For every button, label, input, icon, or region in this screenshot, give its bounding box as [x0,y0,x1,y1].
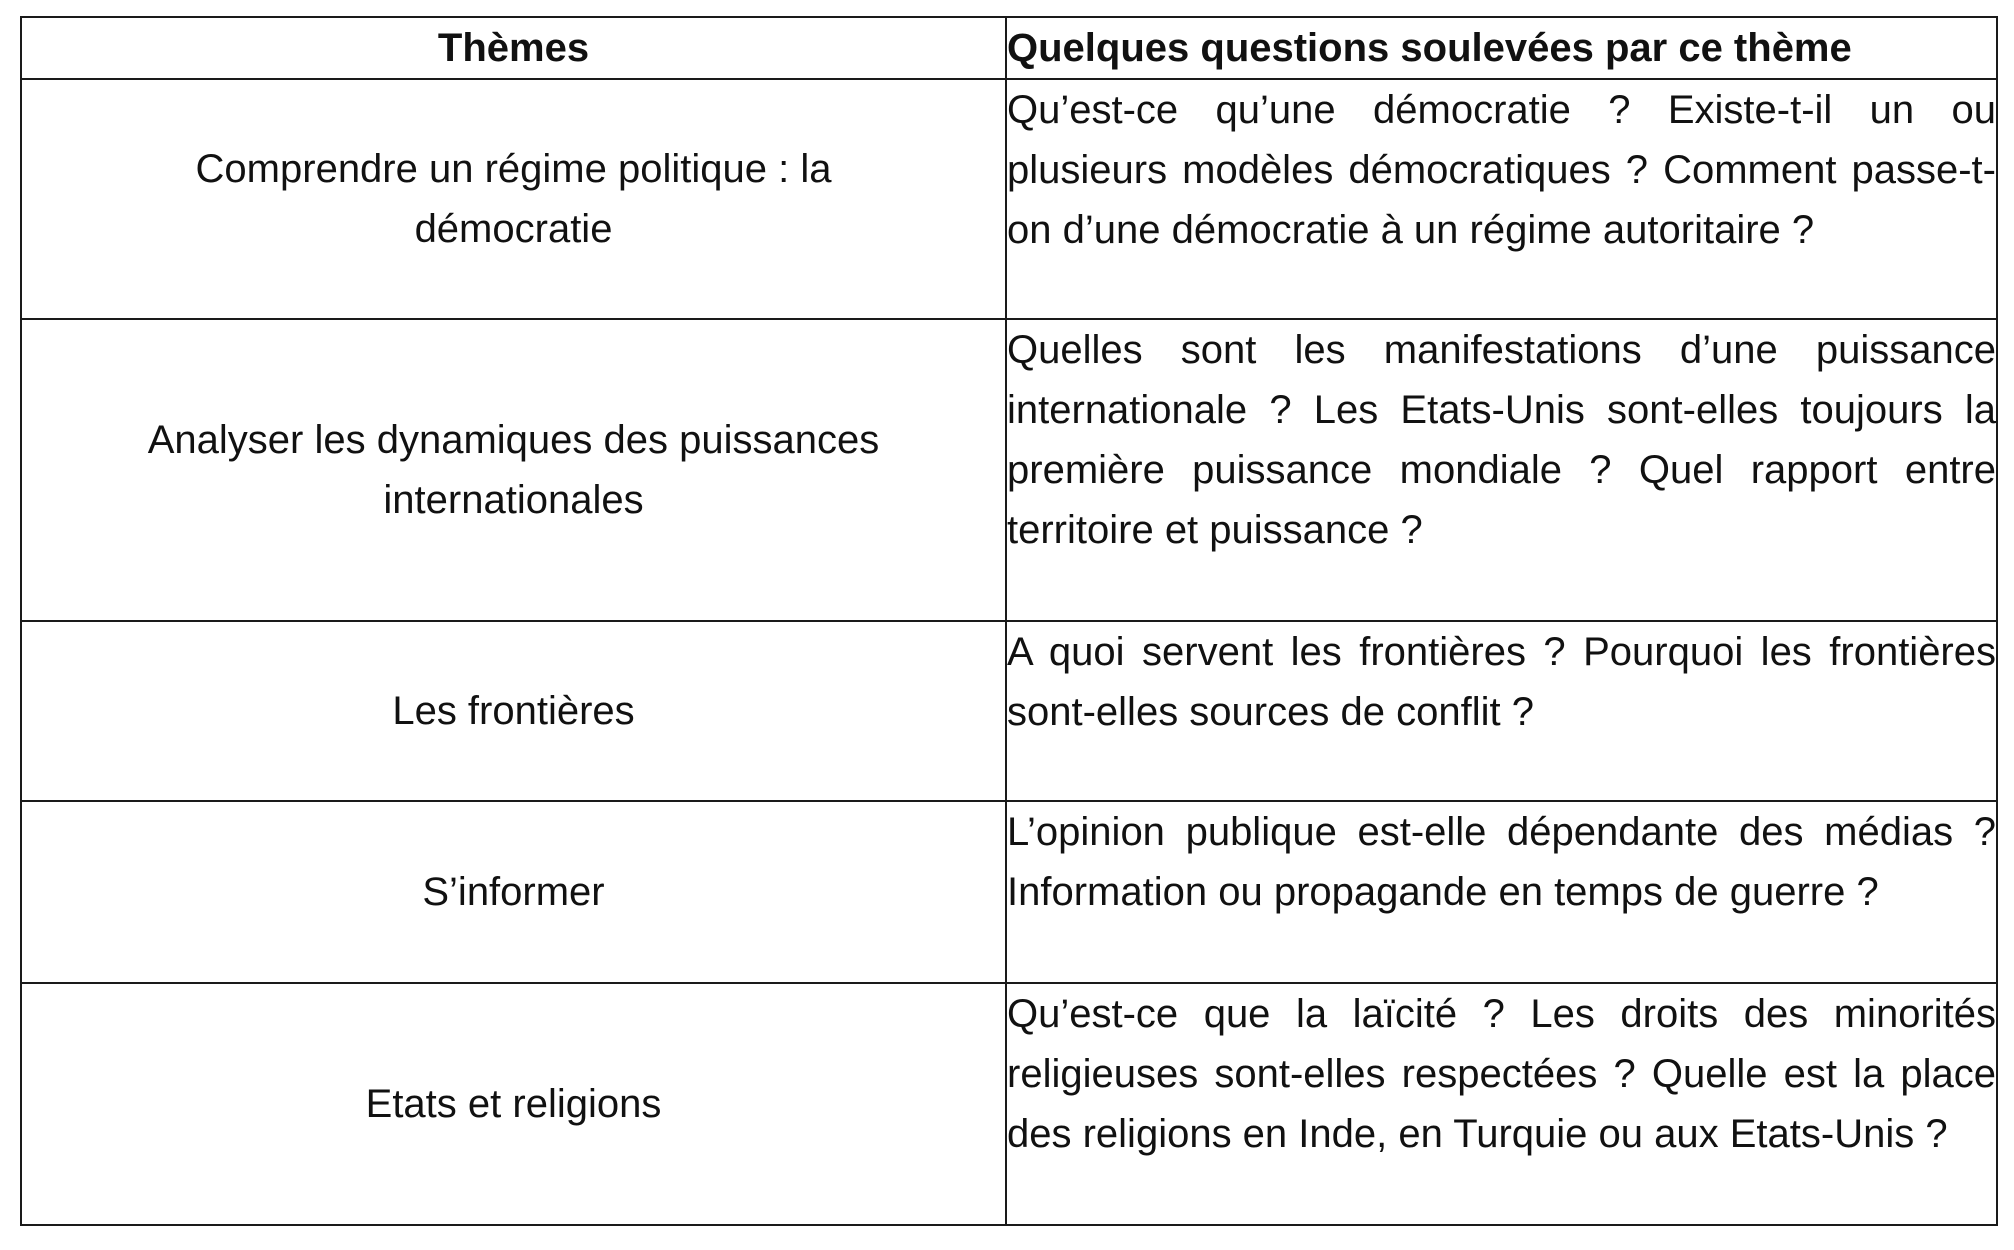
theme-label: Les frontières [392,689,635,733]
header-row [21,17,1997,79]
table-row [21,983,1997,1225]
theme-label: Comprendre un régime politique : la démocratie [195,147,832,251]
questions-cell: Quelles sont les manifestations d’une puissance internationale ? Les Etats-Unis sont-elles toujours la première puissance mondiale ? Quel rapport entre territoire et puissance ? [1006,319,1997,621]
theme-label: Etats et religions [365,1082,662,1126]
header-questions: Quelques questions soulevées par ce thème [1006,17,1997,79]
theme-cell [21,983,1006,1225]
questions-cell: A quoi servent les frontières ? Pourquoi les frontières sont-elles sources de conflit ? [1006,621,1997,801]
table-row [21,319,1997,621]
table-row [21,801,1997,983]
table-row [21,621,1997,801]
themes-table [20,16,1998,1226]
theme-cell [21,79,1006,319]
theme-cell [21,621,1006,801]
theme-label: S’informer [422,870,605,914]
questions-cell: Qu’est-ce que la laïcité ? Les droits des minorités religieuses sont-elles respectées ? Quelle est la place des religions en Inde, en Turquie ou aux Etats-Unis ? [1006,983,1997,1225]
questions-cell: L’opinion publique est-elle dépendante des médias ? Information ou propagande en temps de guerre ? [1006,801,1997,983]
table-row [21,79,1997,319]
questions-cell: Qu’est-ce qu’une démocratie ? Existe-t-il un ou plusieurs modèles démocratiques ? Comment passe-t-on d’une démocratie à un régime autoritaire ? [1006,79,1997,319]
theme-label: Analyser les dynamiques des puissances internationales [147,418,880,522]
header-themes: Thèmes [21,17,1006,79]
theme-cell [21,319,1006,621]
theme-cell [21,801,1006,983]
